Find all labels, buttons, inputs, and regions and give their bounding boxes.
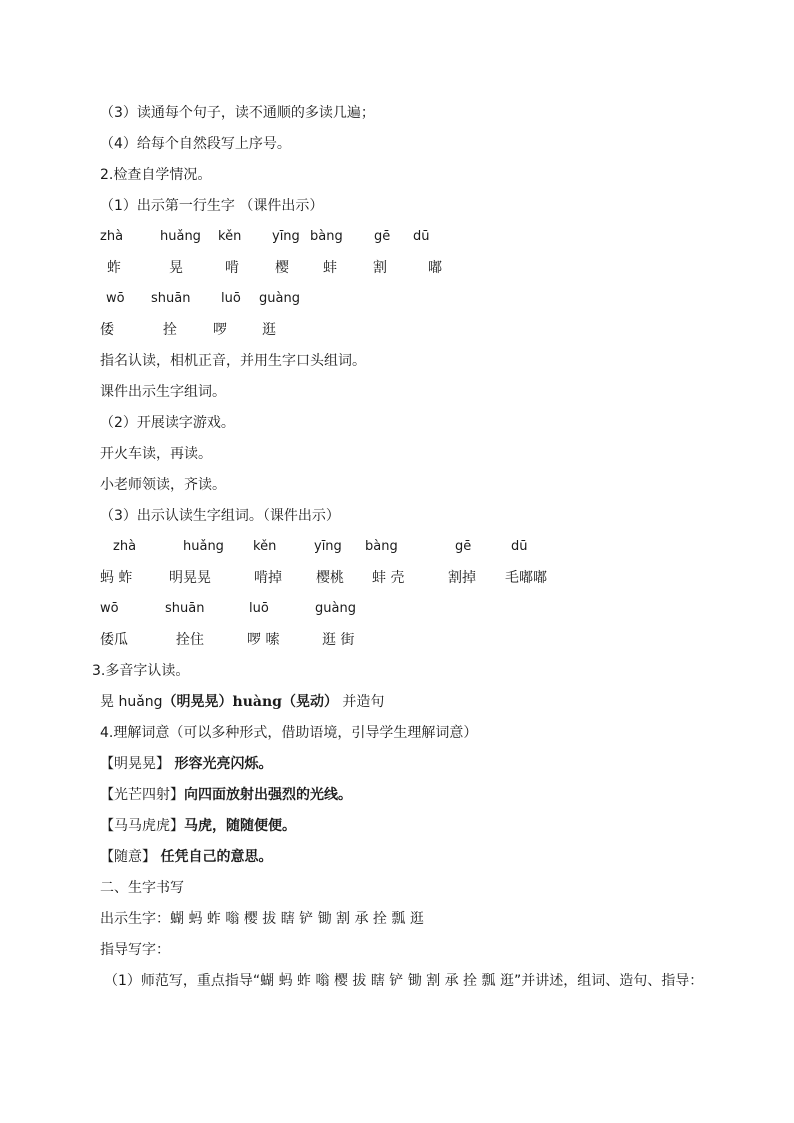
pinyin: yīng bbox=[272, 229, 300, 244]
pinyin: zhà bbox=[113, 539, 137, 554]
definition-term: 【随意】 bbox=[100, 849, 156, 865]
word: 拴住 bbox=[176, 632, 204, 648]
character: 蚌 bbox=[323, 260, 337, 276]
instruction-train-read: 开火车读，再读。 bbox=[100, 446, 212, 462]
definition-meaning: 形容光亮闪烁。 bbox=[174, 756, 273, 772]
step-show-first-row: （1）出示第一行生字 （课件出示） bbox=[100, 198, 324, 214]
pinyin: luō bbox=[249, 601, 269, 616]
character: 嘟 bbox=[428, 260, 442, 276]
definition-term: 【马马虎虎】 bbox=[100, 818, 184, 834]
character: 樱 bbox=[275, 260, 289, 276]
word: 割掉 bbox=[448, 570, 476, 586]
character: 拴 bbox=[163, 322, 177, 338]
polyphone-tail: 并造句 bbox=[342, 694, 385, 710]
pinyin: kěn bbox=[253, 539, 277, 554]
word: 倭瓜 bbox=[100, 632, 128, 648]
word: 蚂 蚱 bbox=[100, 570, 133, 586]
pinyin: wō bbox=[106, 291, 125, 306]
section-check-self-study: 2.检查自学情况。 bbox=[100, 167, 212, 183]
guide-writing: 指导写字： bbox=[100, 942, 170, 958]
word: 啰 嗦 bbox=[247, 632, 280, 648]
pinyin: luō bbox=[221, 291, 241, 306]
pinyin: kěn bbox=[218, 229, 242, 244]
pinyin: huǎng bbox=[183, 539, 224, 554]
pinyin: dū bbox=[511, 539, 528, 554]
polyphone-word-2: （晃动） bbox=[281, 694, 338, 710]
character: 割 bbox=[373, 260, 387, 276]
character: 晃 bbox=[169, 260, 183, 276]
word: 蚌 壳 bbox=[372, 570, 405, 586]
word: 毛嘟嘟 bbox=[505, 570, 547, 586]
definition-meaning: 马虎，随随便便。 bbox=[184, 818, 296, 834]
definition-term: 【光芒四射】 bbox=[100, 787, 184, 803]
teacher-demo-paragraph bbox=[64, 966, 734, 997]
character: 啃 bbox=[225, 260, 239, 276]
character: 倭 bbox=[100, 322, 114, 338]
polyphone-line bbox=[100, 693, 384, 711]
character: 逛 bbox=[262, 322, 276, 338]
section-writing: 二、生字书写 bbox=[100, 880, 184, 896]
word: 啃掉 bbox=[254, 570, 282, 586]
pinyin: shuān bbox=[151, 291, 191, 306]
pinyin: gē bbox=[374, 229, 391, 244]
polyphone-char: 晃 bbox=[100, 694, 114, 710]
word: 明晃晃 bbox=[169, 570, 211, 586]
instruction-show-words: 课件出示生字组词。 bbox=[100, 384, 226, 400]
instruction-read-aloud: 指名认读，相机正音，并用生字口头组词。 bbox=[100, 353, 366, 369]
instruction-lead-read: 小老师领读，齐读。 bbox=[100, 477, 226, 493]
definition-item bbox=[100, 848, 272, 866]
word: 逛 街 bbox=[322, 632, 355, 648]
pinyin: guàng bbox=[315, 601, 356, 616]
pinyin: shuān bbox=[165, 601, 205, 616]
polyphone-pinyin-1: huǎng bbox=[118, 694, 163, 710]
pinyin: gē bbox=[455, 539, 472, 554]
step-reading-game: （2）开展读字游戏。 bbox=[100, 415, 235, 431]
polyphone-pinyin-2: huàng bbox=[232, 694, 282, 710]
pinyin: bàng bbox=[310, 229, 343, 244]
teacher-demo-text: （1）师范写，重点指导“蝴 蚂 蚱 嗡 樱 拔 瞎 铲 锄 割 承 拴 瓢 逛”并讲述，组词、造句、指导： bbox=[104, 973, 704, 989]
section-understand-meaning: 4.理解词意（可以多种形式，借助语境，引导学生理解词意） bbox=[100, 725, 478, 741]
pinyin: zhà bbox=[100, 229, 124, 244]
pinyin: dū bbox=[413, 229, 430, 244]
section-polyphone: 3.多音字认读。 bbox=[92, 663, 190, 679]
definition-meaning: 任凭自己的意思。 bbox=[160, 849, 273, 865]
pinyin: wō bbox=[100, 601, 119, 616]
definition-item bbox=[100, 817, 296, 835]
definition-item bbox=[100, 786, 352, 804]
pinyin: bàng bbox=[365, 539, 398, 554]
step-read-sentences: （3）读通每个句子，读不通顺的多读几遍； bbox=[100, 105, 375, 121]
word: 樱桃 bbox=[316, 570, 344, 586]
pinyin: yīng bbox=[314, 539, 342, 554]
definition-item bbox=[100, 755, 272, 773]
definition-meaning: 向四面放射出强烈的光线。 bbox=[184, 787, 352, 803]
definition-term: 【明晃晃】 bbox=[100, 756, 170, 772]
show-characters: 出示生字：蝴 蚂 蚱 嗡 樱 拔 瞎 铲 锄 割 承 拴 瓢 逛 bbox=[100, 911, 424, 927]
polyphone-word-1: （明晃晃） bbox=[162, 694, 233, 710]
pinyin: huǎng bbox=[160, 229, 201, 244]
step-number-paragraphs: （4）给每个自然段写上序号。 bbox=[100, 136, 291, 152]
step-show-word-groups: （3）出示认读生字组词。（课件出示） bbox=[100, 508, 340, 524]
character: 啰 bbox=[213, 322, 227, 338]
pinyin: guàng bbox=[259, 291, 300, 306]
character: 蚱 bbox=[107, 260, 121, 276]
